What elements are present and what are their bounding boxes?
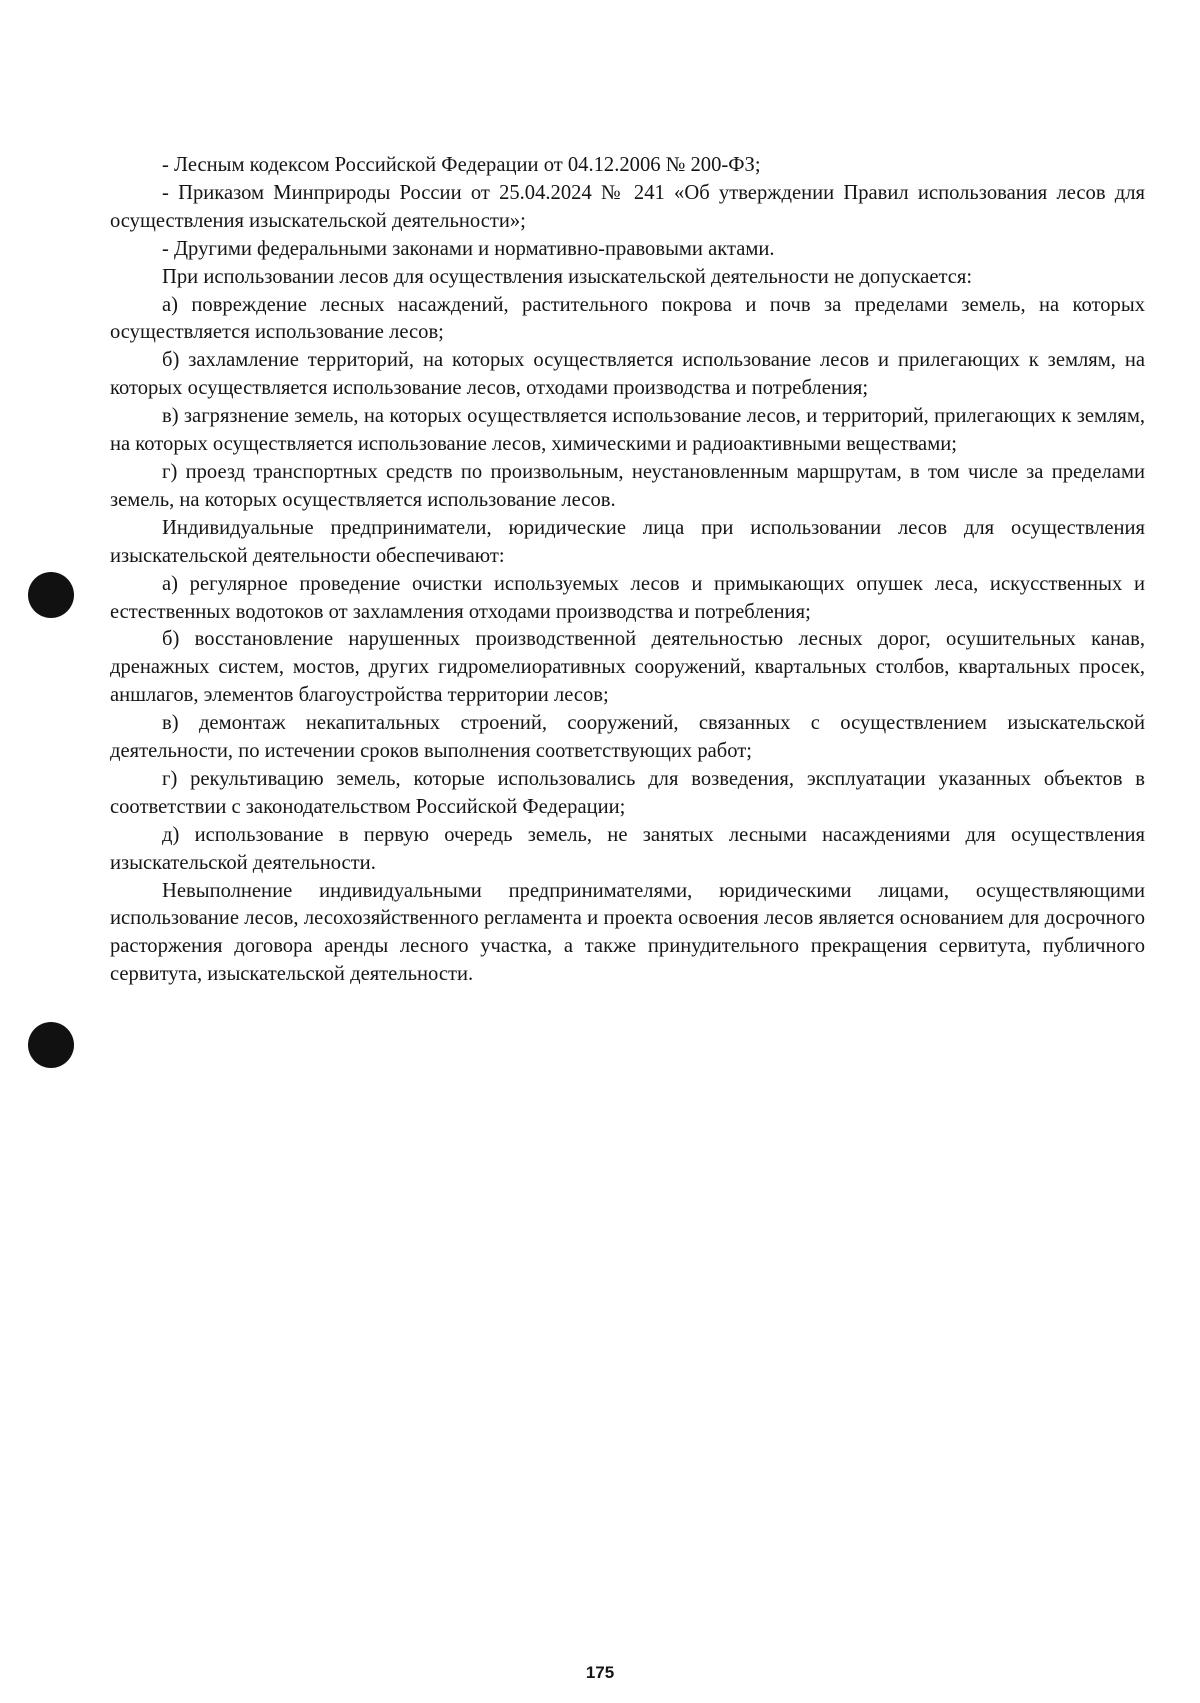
paragraph-obligation-d: д) использование в первую очередь земель, не занятых лесными насаждениями для осуществления изыскательской деятельности. bbox=[110, 823, 1145, 874]
paragraph-obligations-intro: Индивидуальные предприниматели, юридические лица при использовании лесов для осуществления изыскательской деятельности обеспечивают: bbox=[110, 516, 1145, 567]
paragraph-obligation-b: б) восстановление нарушенных производственной деятельностью лесных дорог, осушительных канав, дренажных систем, мостов, других гидромелиоративных сооружений, квартальных столбов, квартальных просек, аншлагов, элементов благоустройства территории лесов; bbox=[110, 628, 1145, 707]
paragraph-prohibition-g: г) проезд транспортных средств по произвольным, неустановленным маршрутам, в том числе за пределами земель, на которых осуществляется использование лесов. bbox=[110, 460, 1145, 511]
paragraph-prohibition-b: б) захламление территорий, на которых осуществляется использование лесов и прилегающих к землям, на которых осуществляется использование лесов, отходами производства и потребления; bbox=[110, 349, 1145, 400]
page-number: 175 bbox=[585, 1663, 615, 1682]
paragraph-obligation-a: а) регулярное проведение очистки используемых лесов и примыкающих опушек леса, искусственных и естественных водотоков от захламления отходами производства и потребления; bbox=[110, 572, 1145, 623]
paragraph-prohibition-a: а) повреждение лесных насаждений, растительного покрова и почв за пределами земель, на которых осуществляется использование лесов; bbox=[110, 293, 1145, 344]
paragraph-prohibition-v: в) загрязнение земель, на которых осуществляется использование лесов, и территорий, прилегающих к землям, на которых осуществляется использование лесов, химическими и радиоактивными веществами; bbox=[110, 405, 1145, 456]
paragraph-non-compliance: Невыполнение индивидуальными предпринимателями, юридическими лицами, осуществляющими использование лесов, лесохозяйственного регламента и проекта освоения лесов является основанием для досрочного расторжения договора аренды лесного участка, а также принудительного прекращения сервитута, публичного сервитута, изыскательской деятельности. bbox=[110, 879, 1145, 986]
paragraph-forest-code: - Лесным кодексом Российской Федерации от 04.12.2006 № 200-ФЗ; bbox=[162, 154, 761, 176]
punch-hole-mark bbox=[28, 572, 74, 618]
paragraph-other-laws: - Другими федеральными законами и нормативно-правовыми актами. bbox=[162, 237, 775, 260]
paragraph-ministry-order: - Приказом Минприроды России от 25.04.2024 № 241 «Об утверждении Правил использования лесов для осуществления изыскательской деятельности»; bbox=[110, 181, 1145, 232]
document-body bbox=[110, 152, 1145, 989]
paragraph-obligation-g: г) рекультивацию земель, которые использовались для возведения, эксплуатации указанных объектов в соответствии с законодательством Российской Федерации; bbox=[110, 767, 1145, 818]
paragraph-prohibitions-intro: При использовании лесов для осуществления изыскательской деятельности не допускается: bbox=[162, 265, 973, 288]
paragraph-obligation-v: в) демонтаж некапитальных строений, сооружений, связанных с осуществлением изыскательской деятельности, по истечении сроков выполнения соответствующих работ; bbox=[110, 712, 1145, 763]
punch-hole-mark bbox=[28, 1022, 74, 1068]
